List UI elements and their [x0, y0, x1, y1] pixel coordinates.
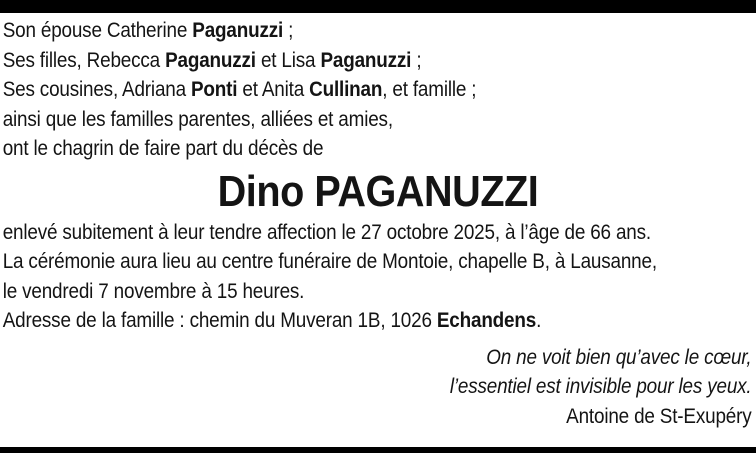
death-details-line: enlevé subitement à leur tendre affection le 27 octobre 2025, à l’âge de 66 ans. — [2, 220, 651, 244]
ceremony-date-line: le vendredi 7 novembre à 15 heures. — [2, 279, 305, 303]
quote-block — [0, 343, 752, 432]
announcement-lead-line: ont le chagrin de faire part du décès de — [2, 137, 324, 160]
top-rule — [0, 0, 756, 13]
relatives-line-cousins: Ses cousines, Adriana Ponti et Anita Cullinan, et famille ; — [2, 78, 477, 101]
notice-content — [0, 13, 756, 431]
quote-attribution: Antoine de St-Exupéry — [566, 404, 752, 428]
family-address-line: Adresse de la famille : chemin du Muveran 1B, 1026 Echandens. — [2, 309, 542, 332]
quote-line-1: On ne voit bien qu’avec le cœur, — [486, 345, 752, 369]
relatives-line-families: ainsi que les familles parentes, alliées et amies, — [2, 107, 393, 131]
ceremony-place-line: La cérémonie aura lieu au centre funéraire de Montoie, chapelle B, à Lausanne, — [2, 250, 657, 273]
bottom-rule — [0, 447, 756, 453]
deceased-name: Dino PAGANUZZI — [217, 166, 539, 216]
quote-line-2: l’essentiel est invisible pour les yeux. — [449, 375, 752, 398]
relatives-line-spouse: Son épouse Catherine Paganuzzi ; — [2, 19, 294, 42]
relatives-line-daughters: Ses filles, Rebecca Paganuzzi et Lisa Paganuzzi ; — [2, 48, 422, 72]
relatives-paragraph — [3, 16, 756, 164]
announcement-paragraph — [3, 218, 756, 336]
